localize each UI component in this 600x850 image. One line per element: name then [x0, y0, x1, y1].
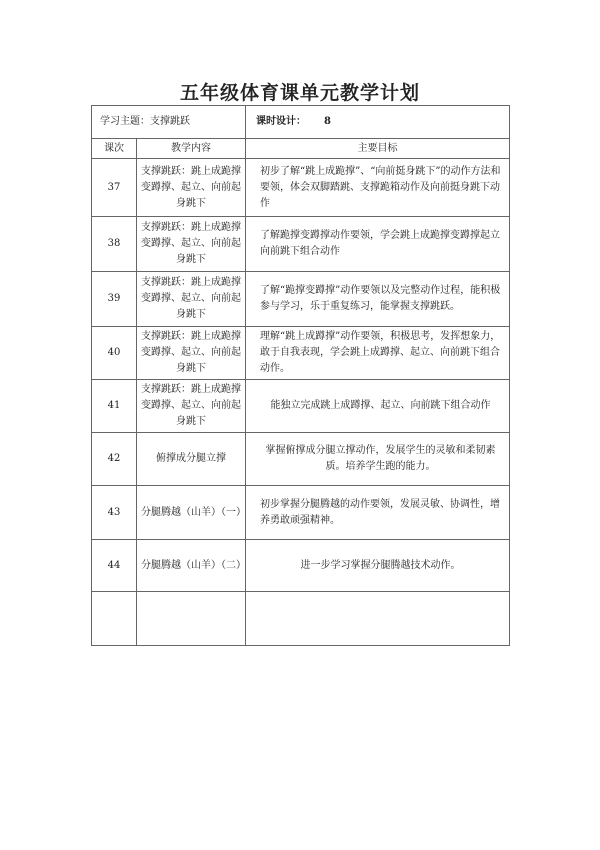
hours-label: 课时设计： — [256, 116, 306, 127]
lesson-goal: 能独立完成跳上成蹲撑、起立、向前跳下组合动作 — [246, 380, 510, 433]
lesson-content: 分腿腾越（山羊）（一） — [137, 486, 246, 540]
table-row — [92, 540, 510, 592]
table-row — [92, 272, 510, 327]
page-title: 五年级体育课单元教学计划 — [179, 82, 420, 104]
blank-cell — [246, 592, 510, 646]
lesson-goal: 了解跪撑变蹲撑动作要领，学会跳上成跪撑变蹲撑起立向前跳下组合动作 — [246, 217, 510, 272]
lesson-content: 支撑跳跃：跳上成跪撑变蹲撑、起立、向前起身跳下 — [137, 380, 246, 433]
blank-cell — [137, 592, 246, 646]
topic-row — [92, 106, 510, 139]
lesson-goal: 初步了解“跳上成跪撑”、“向前挺身跳下”的动作方法和要领，体会双脚踏跳、支撑跪箱动作及向前挺身跳下动作 — [246, 159, 510, 217]
lesson-number: 44 — [92, 540, 137, 592]
header-goal: 主要目标 — [246, 139, 510, 159]
lesson-content: 分腿腾越（山羊）（二） — [137, 540, 246, 592]
header-content: 教学内容 — [137, 139, 246, 159]
lesson-goal: 理解“跳上成蹲撑”动作要领，积极思考，发挥想象力，敢于自我表现，学会跳上成蹲撑、起立、向前跳下组合动作。 — [246, 327, 510, 380]
table-row — [92, 433, 510, 486]
lesson-number: 40 — [92, 327, 137, 380]
lesson-goal: 进一步学习掌握分腿腾越技术动作。 — [246, 540, 510, 592]
table-row — [92, 327, 510, 380]
lesson-content: 支撑跳跃：跳上成跪撑变蹲撑、起立、向前起身跳下 — [137, 159, 246, 217]
lesson-number: 43 — [92, 486, 137, 540]
lesson-number: 38 — [92, 217, 137, 272]
header-row — [92, 139, 510, 159]
lesson-number: 42 — [92, 433, 137, 486]
lesson-content: 俯撑成分腿立撑 — [137, 433, 246, 486]
lesson-number: 41 — [92, 380, 137, 433]
table-row — [92, 159, 510, 217]
lesson-content: 支撑跳跃：跳上成跪撑变蹲撑、起立、向前起身跳下 — [137, 272, 246, 327]
table-row — [92, 486, 510, 540]
lesson-number: 37 — [92, 159, 137, 217]
table-row — [92, 380, 510, 433]
topic-label: 学习主题：支撑跳跃 — [92, 106, 246, 139]
lesson-number: 39 — [92, 272, 137, 327]
lesson-goal: 了解“跪撑变蹲撑”动作要领以及完整动作过程，能积极参与学习，乐于重复练习，能掌握支撑跳跃。 — [246, 272, 510, 327]
lesson-goal: 掌握俯撑成分腿立撑动作，发展学生的灵敏和柔韧素质。培养学生跑的能力。 — [246, 433, 510, 486]
blank-cell — [92, 592, 137, 646]
hours-value: 8 — [324, 116, 331, 127]
lesson-plan-table — [91, 105, 510, 646]
lesson-content: 支撑跳跃：跳上成跪撑变蹲撑、起立、向前起身跳下 — [137, 327, 246, 380]
blank-row — [92, 592, 510, 646]
table-row — [92, 217, 510, 272]
lesson-goal: 初步掌握分腿腾越的动作要领，发展灵敏、协调性，增养勇敢顽强精神。 — [246, 486, 510, 540]
lesson-content: 支撑跳跃：跳上成跪撑变蹲撑、起立、向前起身跳下 — [137, 217, 246, 272]
hours-cell — [246, 106, 510, 139]
header-lesson: 课次 — [92, 139, 137, 159]
